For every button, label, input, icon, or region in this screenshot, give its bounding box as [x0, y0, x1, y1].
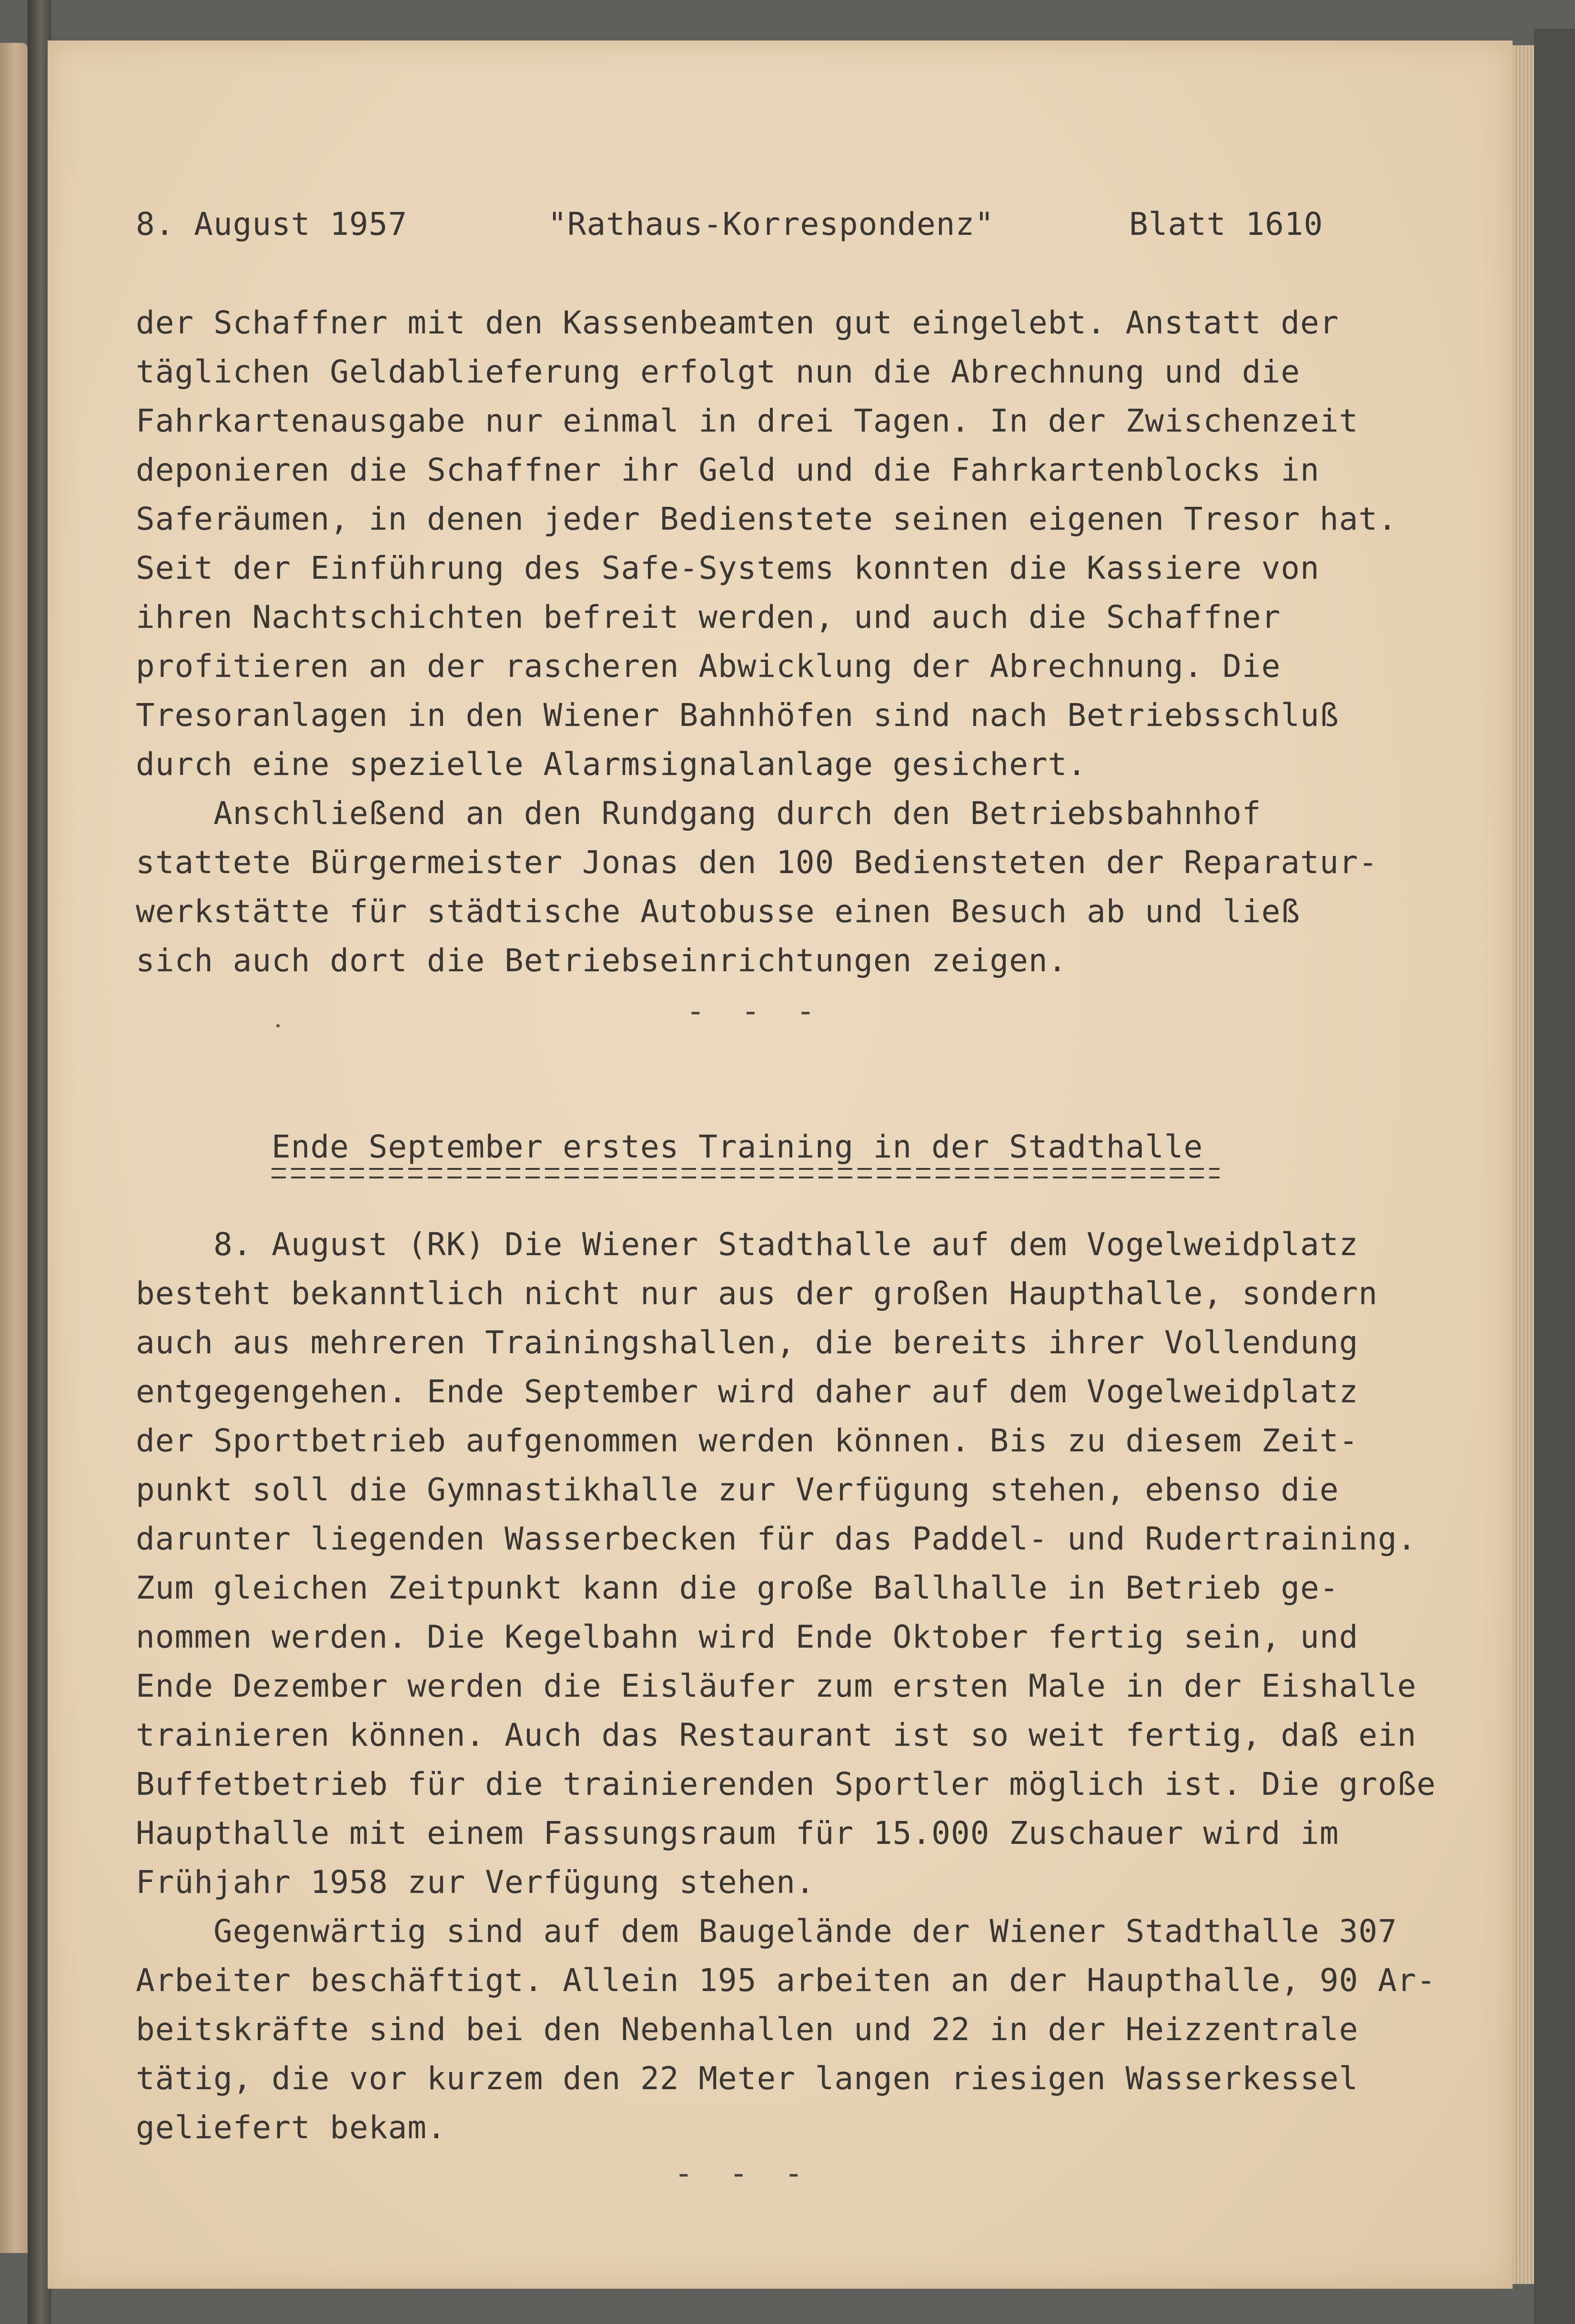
- text-line: Seit der Einführung des Safe-Systems konnten die Kassiere von: [136, 550, 1320, 586]
- header-date: 8. August 1957: [136, 206, 408, 242]
- text-line: Fahrkartenausgabe nur einmal in drei Tagen. In der Zwischenzeit: [136, 402, 1359, 439]
- header-sheet-number: Blatt 1610: [1129, 206, 1323, 242]
- text-line: Arbeiter beschäftigt. Allein 195 arbeiten an der Haupthalle, 90 Ar-: [136, 1962, 1436, 1999]
- header-publication: "Rathaus-Korrespondenz": [548, 206, 994, 242]
- title-double-underline: [272, 1168, 1220, 1178]
- text-line: deponieren die Schaffner ihr Geld und die Fahrkartenblocks in: [136, 452, 1320, 488]
- text-line: durch eine spezielle Alarmsignalanlage gesichert.: [136, 746, 1087, 783]
- text-line: darunter liegenden Wasserbecken für das Paddel- und Rudertraining.: [136, 1520, 1417, 1557]
- text-line: ihren Nachtschichten befreit werden, und auch die Schaffner: [136, 599, 1281, 635]
- text-line: punkt soll die Gymnastikhalle zur Verfügung stehen, ebenso die: [136, 1471, 1339, 1508]
- text-line: der Sportbetrieb aufgenommen werden können. Bis zu diesem Zeit-: [136, 1422, 1359, 1459]
- text-line: Buffetbetrieb für die trainierenden Sportler möglich ist. Die große: [136, 1766, 1436, 1802]
- text-line: geliefert bekam.: [136, 2109, 446, 2146]
- text-line: Saferäumen, in denen jeder Bedienstete seinen eigenen Tresor hat.: [136, 501, 1397, 537]
- text-line: entgegengehen. Ende September wird daher auf dem Vogelweidplatz: [136, 1373, 1359, 1410]
- article-title: Ende September erstes Training in der Stadthalle: [272, 1128, 1203, 1165]
- text-line: stattete Bürgermeister Jonas den 100 Bediensteten der Reparatur-: [136, 844, 1378, 881]
- text-line: Ende Dezember werden die Eisläufer zum ersten Male in der Eishalle: [136, 1668, 1417, 1704]
- text-line: besteht bekanntlich nicht nur aus der großen Haupthalle, sondern: [136, 1275, 1378, 1312]
- section-separator: - - -: [674, 2155, 812, 2192]
- text-line: auch aus mehreren Trainingshallen, die bereits ihrer Vollendung: [136, 1324, 1359, 1361]
- text-line: sich auch dort die Betriebseinrichtungen zeigen.: [136, 942, 1068, 979]
- text-line: trainieren können. Auch das Restaurant ist so weit fertig, daß ein: [136, 1717, 1417, 1753]
- text-line: täglichen Geldablieferung erfolgt nun die Abrechnung und die: [136, 353, 1301, 390]
- text-line: Gegenwärtig sind auf dem Baugelände der Wiener Stadthalle 307: [136, 1913, 1397, 1950]
- text-line: tätig, die vor kurzem den 22 Meter langen riesigen Wasserkessel: [136, 2060, 1359, 2097]
- text-line: profitieren an der rascheren Abwicklung der Abrechnung. Die: [136, 648, 1281, 684]
- text-line: Frühjahr 1958 zur Verfügung stehen.: [136, 1864, 815, 1901]
- text-line: beitskräfte sind bei den Nebenhallen und 22 in der Heizzentrale: [136, 2011, 1359, 2048]
- text-line: der Schaffner mit den Kassenbeamten gut eingelebt. Anstatt der: [136, 304, 1339, 341]
- text-line: Anschließend an den Rundgang durch den Betriebsbahnhof: [136, 795, 1262, 832]
- text-line: Tresoranlagen in den Wiener Bahnhöfen sind nach Betriebsschluß: [136, 697, 1339, 734]
- text-line: Zum gleichen Zeitpunkt kann die große Ballhalle in Betrieb ge-: [136, 1569, 1339, 1606]
- section-separator: - - -: [686, 993, 824, 1029]
- text-line: werkstätte für städtische Autobusse einen Besuch ab und ließ: [136, 893, 1301, 930]
- text-line: Haupthalle mit einem Fassungsraum für 15.000 Zuschauer wird im: [136, 1815, 1339, 1851]
- paper-speck: [276, 1024, 280, 1027]
- text-line: 8. August (RK) Die Wiener Stadthalle auf dem Vogelweidplatz: [136, 1226, 1359, 1263]
- text-line: nommen werden. Die Kegelbahn wird Ende Oktober fertig sein, und: [136, 1619, 1359, 1655]
